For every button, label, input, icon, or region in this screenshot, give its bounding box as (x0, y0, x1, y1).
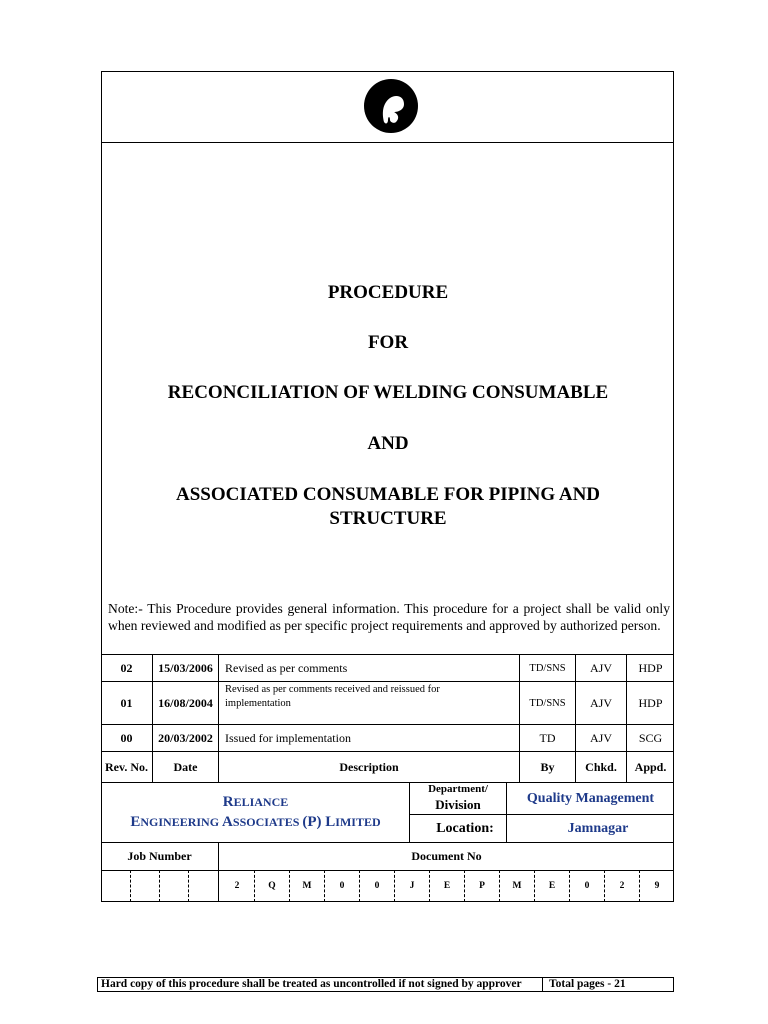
department-label: Department/ (428, 783, 488, 795)
rev-number: 01 (120, 695, 133, 710)
rev-description: Issued for implementation (225, 730, 351, 745)
rev-approved: HDP (638, 660, 663, 675)
rev-number: 00 (120, 730, 133, 745)
rev-approved: HDP (638, 695, 663, 710)
document-number-divider (639, 870, 640, 902)
document-number-char: 2 (619, 881, 625, 891)
document-number-divider (394, 870, 395, 902)
location-value: Jamnagar (567, 821, 629, 836)
document-number-divider (429, 870, 430, 902)
document-number-divider (464, 870, 465, 902)
rev-date: 20/03/2002 (158, 730, 213, 745)
header-description: Description (339, 759, 399, 774)
title-line-structure: STRUCTURE (329, 508, 447, 529)
document-number-divider (534, 870, 535, 902)
document-number-divider (359, 870, 360, 902)
logo-divider (101, 142, 674, 143)
title-line-and: AND (367, 433, 409, 454)
footer-disclaimer: Hard copy of this procedure shall be treated as uncontrolled if not signed by approver (101, 978, 522, 990)
rev-description: Revised as per comments (225, 660, 348, 675)
rev-by: TD (539, 730, 556, 745)
document-number-char: P (479, 881, 485, 891)
document-number-divider (254, 870, 255, 902)
rev-description: Revised as per comments received and reissued for implementation (225, 684, 440, 709)
document-number-char: 0 (374, 881, 380, 891)
rev-by: TD/SNS (529, 697, 566, 709)
document-number-char: J (409, 881, 415, 891)
document-number-char: Q (268, 881, 276, 891)
footer-total-pages: Total pages - 21 (549, 978, 626, 990)
document-number-divider (604, 870, 605, 902)
document-number-divider (569, 870, 570, 902)
document-number-char: E (443, 881, 451, 891)
company-name-line1: RELIANCE (222, 794, 289, 810)
title-line-for: FOR (367, 332, 409, 353)
department-value: Quality Management (526, 791, 655, 806)
header-rev-no: Rev. No. (105, 759, 148, 774)
rev-approved: SCG (638, 730, 663, 745)
title-line-reconciliation: RECONCILIATION OF WELDING CONSUMABLE (167, 382, 609, 403)
location-label: Location: (436, 821, 494, 836)
note-text: Note:- This Procedure provides general information. This procedure for a project shall be valid only when reviewed and modified as per specific project requirements and approved by authorized person. (108, 601, 670, 634)
document-number-divider (324, 870, 325, 902)
document-no-label: Document No (411, 849, 482, 863)
title-line-associated: ASSOCIATED CONSUMABLE FOR PIPING AND (175, 484, 601, 505)
document-number-char: 0 (584, 881, 590, 891)
document-number-char: E (548, 881, 556, 891)
document-number-char: M (302, 881, 312, 891)
header-date: Date (173, 759, 198, 774)
rev-by: TD/SNS (529, 662, 566, 674)
job-number-label: Job Number (127, 849, 192, 863)
rev-checked: AJV (589, 660, 612, 675)
document-number-char: 2 (234, 881, 240, 891)
header-approved: Appd. (634, 759, 667, 774)
division-label: Division (435, 797, 481, 812)
rev-checked: AJV (589, 695, 612, 710)
rev-date: 15/03/2006 (158, 660, 213, 675)
rev-checked: AJV (589, 730, 612, 745)
rev-number: 02 (120, 660, 133, 675)
document-number-char: M (512, 881, 522, 891)
document-number-divider (499, 870, 500, 902)
document-number-char: 0 (339, 881, 345, 891)
company-name-line2: ENGINEERING ASSOCIATES (P) LIMITED (130, 814, 381, 830)
header-by: By (540, 759, 555, 774)
document-number-char: 9 (654, 881, 660, 891)
document-number-divider (289, 870, 290, 902)
title-line-procedure: PROCEDURE (327, 282, 449, 303)
header-checked: Chkd. (585, 759, 617, 774)
rev-date: 16/08/2004 (158, 695, 213, 710)
reliance-logo-icon (360, 78, 422, 134)
